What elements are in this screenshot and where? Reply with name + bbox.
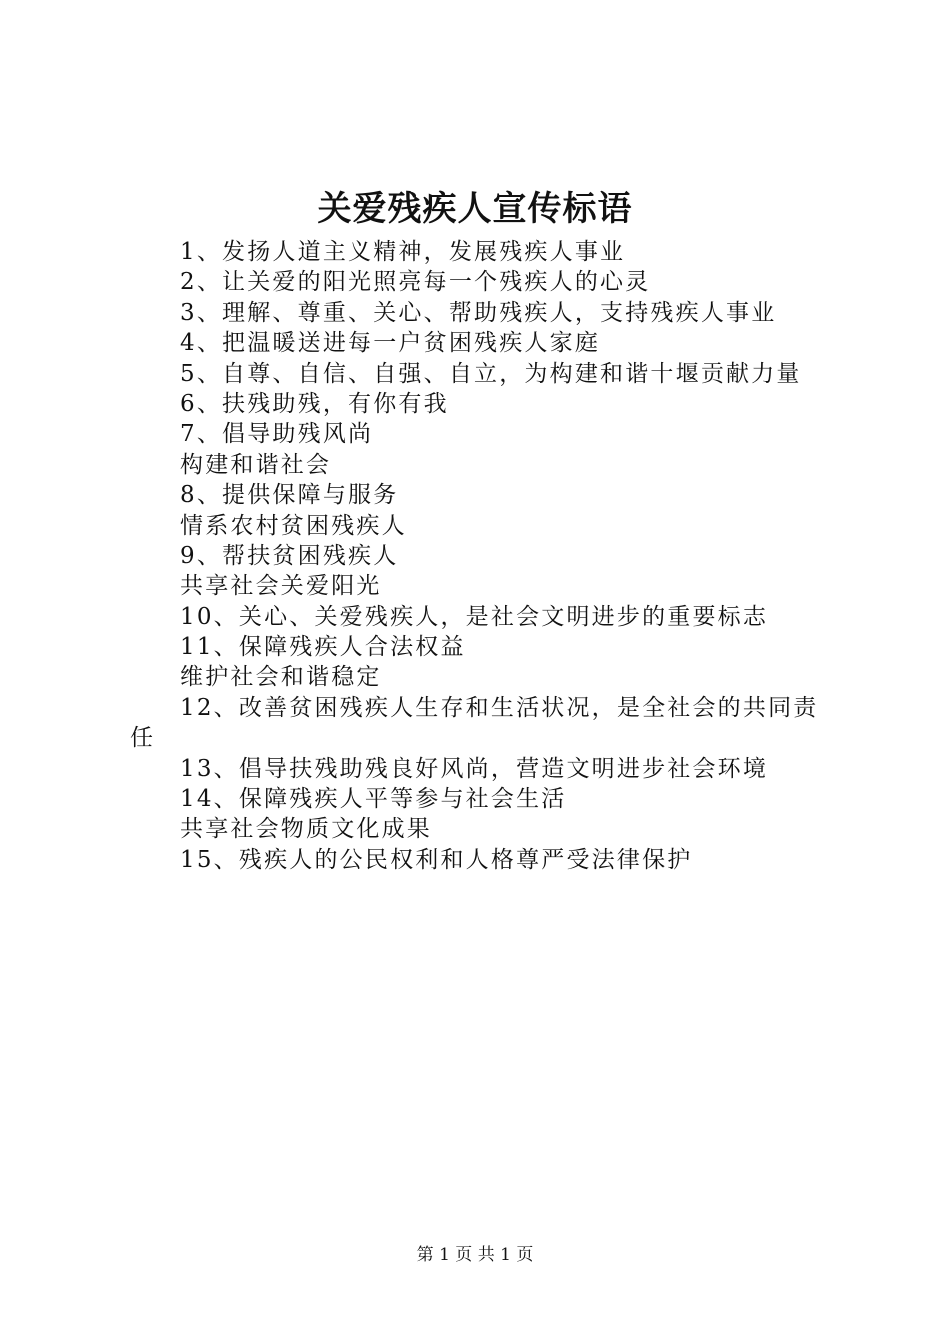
slogan-line: 2、让关爱的阳光照亮每一个残疾人的心灵 [180, 269, 651, 296]
slogan-line: 11、保障残疾人合法权益 [180, 634, 466, 661]
slogan-line: 1、发扬人道主义精神，发展残疾人事业 [180, 239, 626, 265]
slogan-line: 14、保障残疾人平等参与社会生活 [180, 786, 567, 813]
slogan-line: 12、改善贫困残疾人生存和生活状况，是全社会的共同责 [180, 694, 819, 721]
slogan-line: 8、提供保障与服务 [180, 482, 399, 509]
slogan-line: 4、把温暖送进每一户贫困残疾人家庭 [180, 330, 601, 357]
slogan-line: 10、关心、关爱残疾人，是社会文明进步的重要标志 [180, 603, 769, 630]
slogan-line: 5、自尊、自信、自强、自立，为构建和谐十堰贡献力量 [180, 360, 802, 387]
slogan-line: 6、扶残助残，有你有我 [180, 390, 449, 417]
slogan-line: 构建和谐社会 [180, 451, 332, 478]
slogan-line: 7、倡导助残风尚 [180, 421, 374, 448]
slogan-line: 13、倡导扶残助残良好风尚，营造文明进步社会环境 [180, 755, 769, 782]
slogan-line: 共享社会物质文化成果 [180, 816, 432, 843]
slogan-line-continuation: 任 [130, 725, 156, 752]
slogan-line: 共享社会关爱阳光 [180, 573, 382, 600]
slogan-list [130, 237, 830, 875]
slogan-line: 9、帮扶贫困残疾人 [180, 542, 399, 569]
page-title: 关爱残疾人宣传标语 [317, 189, 633, 229]
page-footer: 第 1 页 共 1 页 [416, 1245, 534, 1265]
slogan-line: 情系农村贫困残疾人 [180, 512, 407, 539]
slogan-line: 15、残疾人的公民权利和人格尊严受法律保护 [180, 846, 693, 873]
slogan-line: 3、理解、尊重、关心、帮助残疾人，支持残疾人事业 [180, 299, 777, 326]
slogan-line: 维护社会和谐稳定 [180, 664, 382, 691]
